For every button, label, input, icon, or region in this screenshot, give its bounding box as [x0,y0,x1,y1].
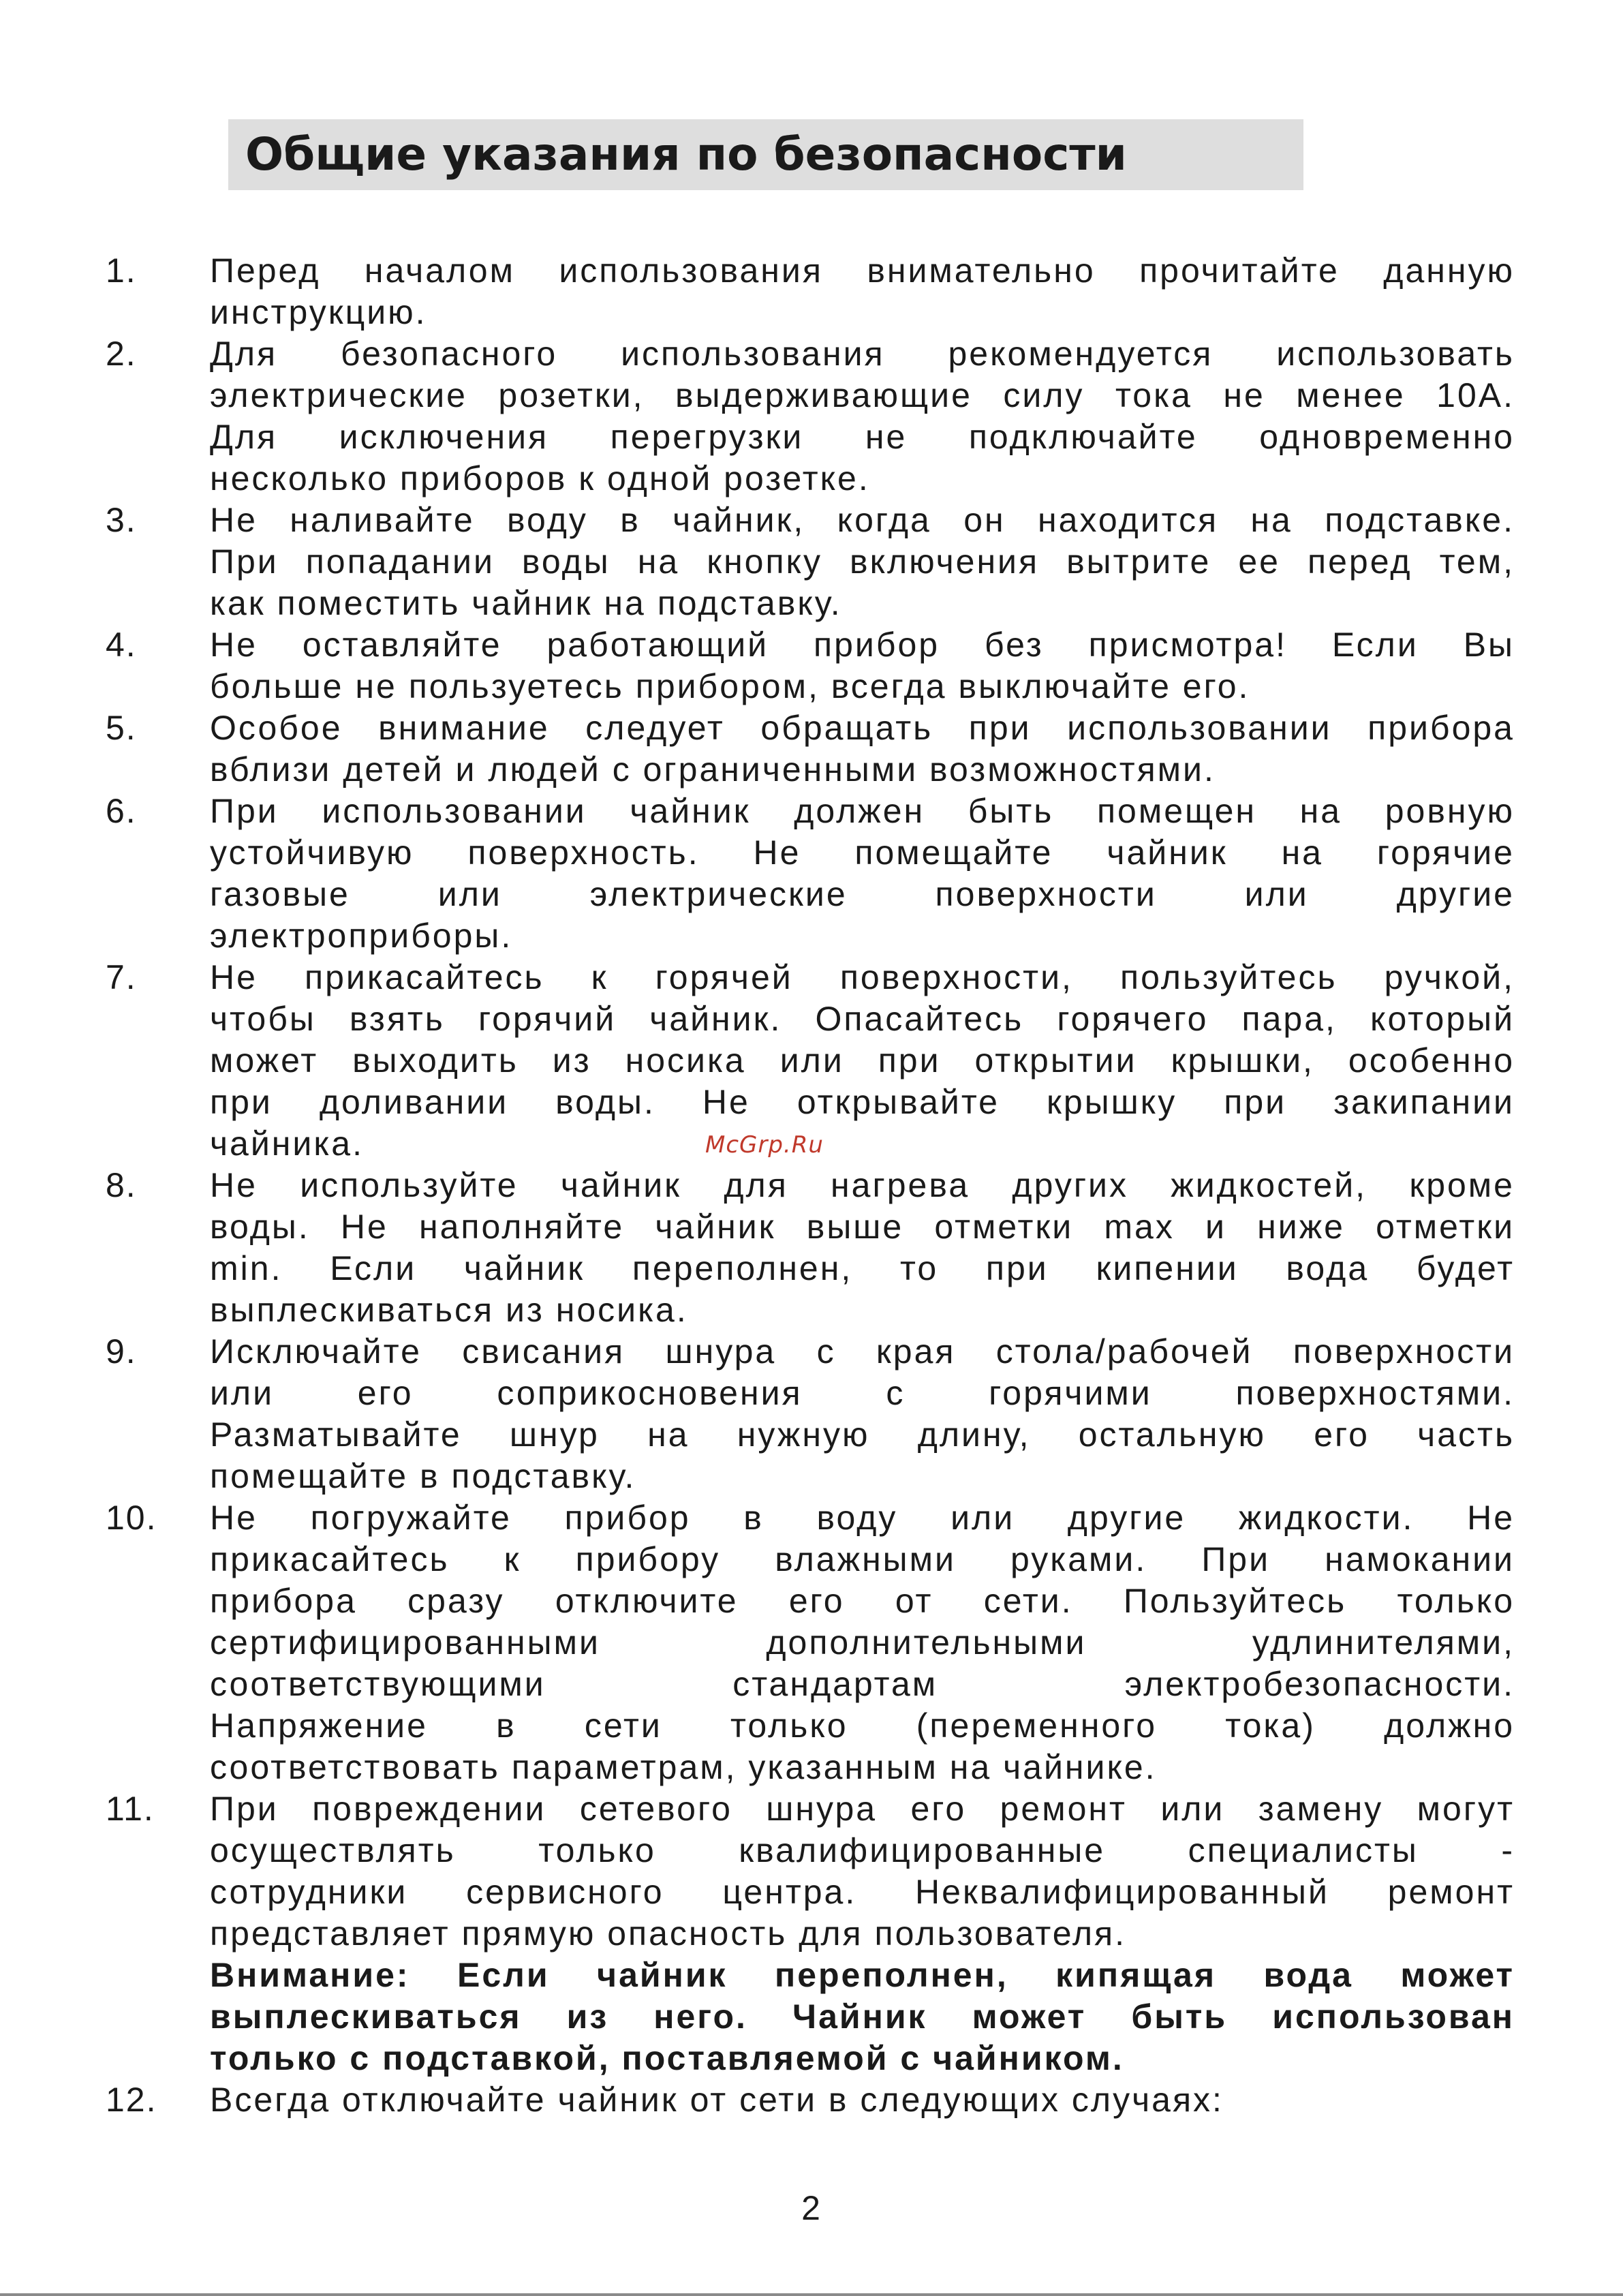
list-item [0,1497,1623,1788]
text-line: электроприборы. [210,917,513,955]
item-text [210,2079,1515,2121]
text-line: как поместить чайник на подставку. [210,584,842,622]
item-number: 12. [106,2081,157,2119]
text-line: чайника. [210,1124,365,1163]
page-title: Общие указания по безопасности [245,128,1127,181]
text-line: Не оставляйте работающий прибор без присмотра! Если Вы [210,626,1515,664]
item-number: 7. [106,958,137,996]
text-line: Для исключения перегрузки не подключайте одновременно [210,418,1515,456]
text-line: несколько приборов к одной розетке. [210,459,870,498]
list-item [0,624,1623,707]
item-text [210,1331,1515,1497]
section-title-bar [228,119,1303,190]
text-line: или его соприкосновения с горячими поверхностями. [210,1374,1515,1412]
item-text [210,1788,1515,2079]
text-line: Для безопасного использования рекомендуется использовать [210,335,1515,373]
item-number: 5. [106,709,137,747]
item-text [210,791,1515,957]
text-line: Особое внимание следует обращать при использовании прибора [210,709,1515,747]
text-line: чтобы взять горячий чайник. Опасайтесь горячего пара, который [210,1000,1515,1038]
list-item [0,707,1623,791]
list-item [0,2079,1623,2121]
item-number: 9. [106,1332,137,1371]
item-number: 3. [106,501,137,539]
text-line: Разматывайте шнур на нужную длину, остальную его часть [210,1415,1515,1454]
text-line: Перед началом использования внимательно прочитайте данную [210,251,1515,290]
text-line: Исключайте свисания шнура с края стола/рабочей поверхности [210,1332,1515,1371]
item-text [210,500,1515,624]
text-line: инструкцию. [210,293,427,331]
text-line: осуществлять только квалифицированные специалисты - [210,1831,1515,1869]
text-line: выплескиваться из носика. [210,1291,688,1329]
text-line: При попадании воды на кнопку включения вытрите ее перед тем, [210,542,1515,581]
text-line: электрические розетки, выдерживающие силу тока не менее 10А. [210,376,1515,414]
text-line: min. Если чайник переполнен, то при кипении вода будет [210,1249,1515,1287]
text-line: Не наливайте воду в чайник, когда он находится на подставке. [210,501,1515,539]
text-line: прибора сразу отключите его от сети. Пользуйтесь только [210,1582,1515,1620]
text-line: больше не пользуетесь прибором, всегда выключайте его. [210,667,1250,705]
item-text [210,1497,1515,1788]
item-text [210,707,1515,791]
item-text [210,1165,1515,1331]
item-number: 2. [106,335,137,373]
text-line: соответствовать параметрам, указанным на чайнике. [210,1748,1157,1786]
text-line: представляет прямую опасность для пользователя. [210,1914,1127,1953]
item-number: 1. [106,251,137,290]
text-line: может выходить из носика или при открытии крышки, особенно [210,1041,1515,1080]
text-line: воды. Не наполняйте чайник выше отметки max и ниже отметки [210,1208,1515,1246]
text-line: вблизи детей и людей с ограниченными возможностями. [210,750,1216,789]
item-number: 10. [106,1499,157,1537]
text-line: При использовании чайник должен быть помещен на ровную [210,792,1515,830]
text-line: помещайте в подставку. [210,1457,636,1495]
list-item [0,791,1623,957]
item-number: 4. [106,626,137,664]
warning-line: выплескиваться из него. Чайник может быть использован [210,1997,1515,2036]
item-text [210,624,1515,707]
list-item [0,1331,1623,1497]
text-line: Всегда отключайте чайник от сети в следующих случаях: [210,2081,1224,2119]
text-line: Напряжение в сети только (переменного тока) должно [210,1706,1515,1745]
text-line: Не используйте чайник для нагрева других жидкостей, кроме [210,1166,1515,1204]
text-line: соответствующими стандартам электробезопасности. [210,1665,1515,1703]
list-item [0,1165,1623,1331]
list-item [0,250,1623,333]
item-number: 6. [106,792,137,830]
safety-instructions-list [0,250,1623,2121]
text-line: сертифицированными дополнительными удлинителями, [210,1623,1515,1662]
item-text [210,957,1515,1165]
warning-line: только с подставкой, поставляемой с чайником. [210,2039,1124,2077]
text-line: газовые или электрические поверхности или другие [210,875,1515,913]
list-item [0,1788,1623,2079]
text-line: при доливании воды. Не открывайте крышку при закипании [210,1083,1515,1121]
page-bottom-edge [0,2293,1623,2296]
item-text [210,333,1515,500]
list-item [0,333,1623,500]
text-line: сотрудники сервисного центра. Неквалифицированный ремонт [210,1873,1515,1911]
text-line: При повреждении сетевого шнура его ремонт или замену могут [210,1790,1515,1828]
item-number: 11. [106,1790,155,1828]
page-number: 2 [801,2189,820,2227]
watermark: McGrp.Ru [705,1131,824,1159]
text-line: прикасайтесь к прибору влажными руками. При намокании [210,1540,1515,1578]
text-line: Не прикасайтесь к горячей поверхности, пользуйтесь ручкой, [210,958,1515,996]
list-item [0,500,1623,624]
text-line: Не погружайте прибор в воду или другие жидкости. Не [210,1499,1515,1537]
warning-line: Внимание: Если чайник переполнен, кипящая вода может [210,1956,1515,1994]
item-number: 8. [106,1166,137,1204]
item-text [210,250,1515,333]
text-line: устойчивую поверхность. Не помещайте чайник на горячие [210,833,1515,872]
